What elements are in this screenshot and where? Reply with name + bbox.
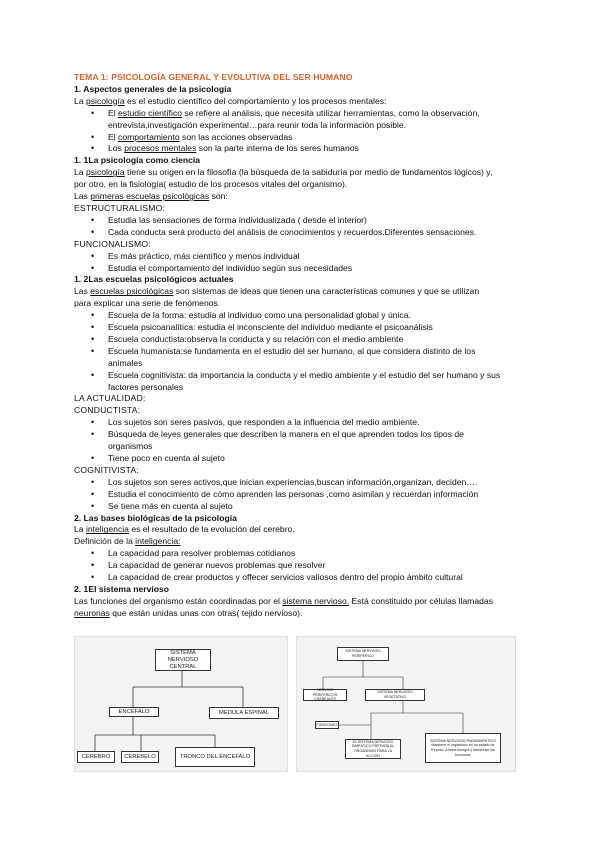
node-tronco-del-encefalo: TRONCO DEL ENCEFALO: [175, 747, 255, 767]
node-nervios-perifericos: NERVIOS PERIFERICOS CRANEALES: [303, 689, 347, 701]
list-item: • El comportamiento son las acciones observadas: [74, 132, 534, 144]
underlined-term: psicología: [85, 95, 125, 106]
bullet-list: [74, 548, 534, 584]
document-title: TEMA 1: PSICOLOGÍA GENERAL Y EVOLUTIVA DEL SER HUMANO: [74, 72, 353, 82]
list-item: • Escuela cognitivista: da importancia la conducta y el medio ambiente y el estudio del ser humano y sus factores personales: [74, 370, 534, 394]
list-item: • La capacidad para resolver problemas cotidianos: [74, 548, 534, 560]
bullet-list: [74, 477, 534, 513]
paragraph-continued: neuronas que están unidas unas con otras( tejido nervioso).: [74, 607, 303, 618]
bullet-list: [74, 215, 534, 239]
subheading-actualidad: LA ACTUALIDAD:: [74, 393, 146, 404]
list-item: • Estudia el comportamiento del individuo según sus necesidades: [74, 263, 534, 275]
list-item: • El estudio científico se refiere al análisis, que necesita utilizar herramientas, como la observación, entrevista,investigación experimental…para reunir toda la información posible.: [74, 108, 534, 132]
subheading-estructuralismo: ESTRUCTURALISMO:: [74, 202, 166, 213]
node-sistema-nervioso-vegetativo: SISTEMA NERVIOSO VEGETATIVO: [365, 689, 425, 701]
list-item: • Los sujetos son seres activos,que inician experiencias,buscan información,organizan, deciden….: [74, 477, 534, 489]
paragraph: Las escuelas psicológicas son sistemas de ideas que tienen una características comunes y que se utilizan: [74, 286, 480, 297]
paragraph: La inteligencia es el resultado de la evolución del cerebro.: [74, 524, 295, 535]
paragraph: Las primeras escuelas psicológicas son:: [74, 191, 228, 202]
node-simpatico: EL SISTEMA NERVIOSO SIMPÁTICO PREPARA AL ORGANISMO PARA LA ACCIÓN: [345, 739, 401, 759]
node-parasimpatico: SISTEMA NERVIOSO PARASIMPÁTICO Mantiene el organismo en un estado de Reposo. Ahorra energía y disminuye las funciones: [425, 733, 501, 763]
section-heading-2: 2. Las bases biológicas de la psicología: [74, 512, 237, 523]
list-item: • Estudia las sensaciones de forma individualizada ( desde el interior): [74, 215, 534, 227]
paragraph: La psicología tiene su origen en la filosofía (la búsqueda de la sabiduría por medio de fundamentos lógicos) y,: [74, 167, 493, 178]
node-medula-espinal: MEDULA ESPINAL: [209, 707, 279, 719]
subheading-funcionalismo: FUNCIONALISMO:: [74, 238, 151, 249]
list-item: • Los sujetos son seres pasivos, que responden a la influencia del medio ambiente.: [74, 417, 534, 429]
list-item: • Los procesos mentales son la parte interna de los seres humanos: [74, 143, 534, 155]
cns-diagram-image: [74, 636, 288, 772]
list-item: • Escuela conductista:observa la conducta y su relación con el medio ambiente: [74, 334, 534, 346]
list-item: • La capacidad de generar nuevos problemas que resolver: [74, 560, 534, 572]
list-item: • Escuela psicoanalítica: estudia el inconsciente del individuo mediante el psicoanálisis: [74, 322, 534, 334]
subheading-cognitivista: COGNITIVISTA:: [74, 464, 139, 475]
node-sistema-nervioso-periferico: SISTEMA NERVIOSO PERIFÉRICO: [337, 647, 389, 661]
section-heading-1: 1. Aspectos generales de la psicología: [74, 83, 232, 94]
bullet-list: [74, 417, 534, 465]
pns-diagram-image: [296, 636, 516, 772]
bullet-list: [74, 251, 534, 275]
section-heading-1-2: 1. 2Las escuelas psicológicos actuales: [74, 274, 234, 285]
paragraph-continued: para explicar una serie de fenómenos.: [74, 298, 221, 309]
node-encefalo: ENCEFALO: [109, 707, 159, 717]
list-item: • Búsqueda de leyes generales que describen la manera en el que aprenden todos los tipos de organismos: [74, 429, 534, 453]
paragraph: La psicología es el estudio científico del comportamiento y los procesos mentales:: [74, 95, 387, 106]
paragraph: Definición de la inteligencia:: [74, 536, 181, 547]
node-cerebro: CEREBRO: [77, 751, 115, 763]
list-item: • Estudia el conocimiento de cómo aprenden las personas ,como asimilan y recuerdan información: [74, 489, 534, 501]
list-item: • Cada conducta será producto del análisis de conocimientos y recuerdos.Diferentes sensaciones.: [74, 227, 534, 239]
section-heading-1-1: 1. 1La psicología como ciencia: [74, 155, 201, 166]
bullet-list: [74, 108, 534, 156]
paragraph-continued: por otro, en la fisiología( estudio de los procesos vitales del organismo).: [74, 179, 348, 190]
list-item: • Escuela humanista:se fundamenta en el estudio del ser humano, al que considera distinto de los animales: [74, 346, 534, 370]
list-item: • Se tiene más en cuenta al sujeto: [74, 501, 534, 513]
list-item: • Escuela de la forma: estudia al individuo como una personalidad global y única.: [74, 310, 534, 322]
paragraph: Las funciones del organismo están coordinadas por el sistema nervioso. Está constituido por células llamadas: [74, 595, 493, 606]
node-funciones: FUNCIONES: [315, 721, 339, 729]
list-item: • Es más práctico, más científico y menos individual: [74, 251, 534, 263]
node-sistema-nervioso-central: SISTEMA NERVIOSO CENTRAL: [155, 649, 211, 671]
list-item: • La capacidad de crear productos y offecer servicios valiosos dentro del propio ámbito cultural: [74, 572, 534, 584]
section-heading-2-1: 2. 1El sistema nervioso: [74, 583, 170, 594]
node-cerebelo: CEREBELO: [121, 751, 159, 763]
document-body: [74, 72, 534, 620]
list-item: • Tiene poco en cuenta al sujeto: [74, 453, 534, 465]
bullet-list: [74, 310, 534, 393]
subheading-conductista: CONDUCTISTA:: [74, 405, 141, 416]
